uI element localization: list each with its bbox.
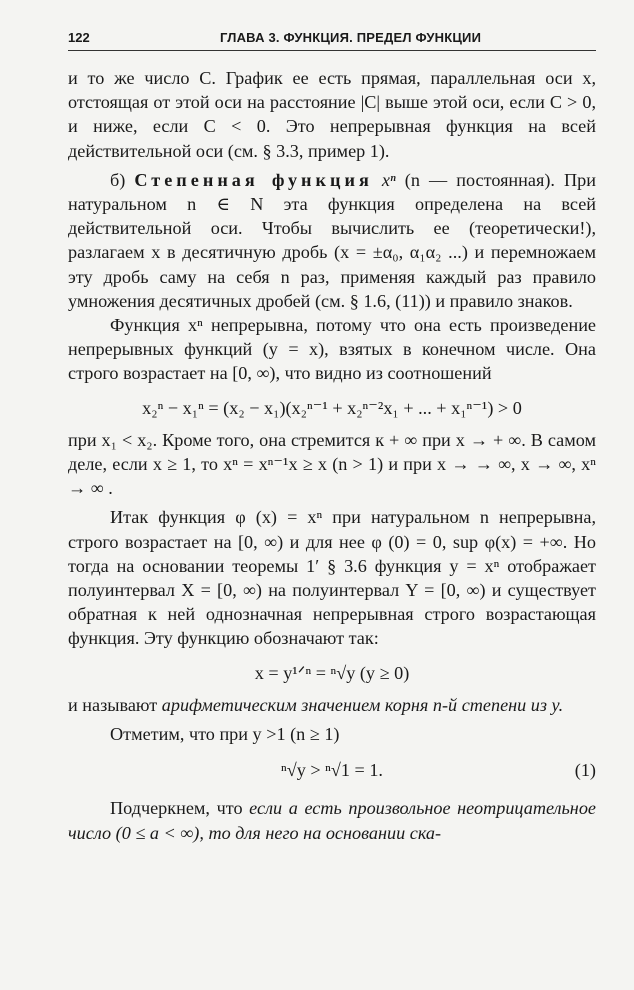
paragraph-1: и то же число C. График ее есть прямая, параллельная оси x, отстоящая от этой оси на расстояние |C| выше этой оси, если C > 0, и ниже, если C < 0. Это непрерывная функция на всей действительной оси (см. § 3.3, пример 1). <box>68 68 596 161</box>
running-header <box>68 28 596 50</box>
page-body <box>68 66 596 845</box>
formula-root-definition: x = y¹ᐟⁿ = ⁿ√y (y ≥ 0) <box>254 662 410 683</box>
power-function-text: При натуральном n ∈ N эта функция определена на всей действительной оси. Чтобы вычислить ее (теоретически!), разлагаем x в десятичную дробь (x = ±α₀, α₁α₂ ...) и перемножаем эту дробь саму на себя n раз, применяя каждый раз правило умножения десятичных дробей (см. § 1.6, (11)) и правило знаков. <box>68 169 596 311</box>
paragraph-final: Подчеркнем, что если a есть произвольное неотрицательное число (0 ≤ a < ∞), то для него на основании ска- <box>68 798 596 843</box>
formula-difference: x₂ⁿ − x₁ⁿ = (x₂ − x₁)(x₂ⁿ⁻¹ + x₂ⁿ⁻²x₁ + ... + x₁ⁿ⁻¹) > 0 <box>142 397 522 418</box>
paragraph-inverse: Итак функция φ (x) = xⁿ при натуральном n непрерывна, строго возрастает на [0, ∞) и для нее φ (0) = 0, sup φ(x) = +∞. Но тогда на основании теоремы 1′ § 3.6 функция y = xⁿ отображает полуинтервал X = [0, ∞) на полуинтервал Y = [0, ∞) и существует обратная к ней однозначная непрерывная строго возрастающая функция. Эту функцию обозначают так: <box>68 507 596 649</box>
paragraph-limit: при x₁ < x₂. Кроме того, она стремится к + ∞ при x → + ∞. В самом деле, если x ≥ 1, то xⁿ = xⁿ⁻¹x ≥ x (n > 1) и при x → → ∞, x → ∞, xⁿ → ∞ . <box>68 429 596 499</box>
power-function-note: (n — постоянная). <box>404 169 555 190</box>
paragraph-note: Отметим, что при y >1 (n ≥ 1) <box>110 724 340 745</box>
formula-root-inequality <box>68 758 596 782</box>
page-number: 122 <box>68 30 90 45</box>
italic-statement: если a есть произвольное неотрицательное число (0 ≤ a < ∞), то для него на основании ска- <box>68 798 596 843</box>
paragraph-power-function <box>68 168 596 313</box>
section-heading: Степенная функция <box>134 169 373 190</box>
chapter-title: ГЛАВА 3. ФУНКЦИЯ. ПРЕДЕЛ ФУНКЦИИ <box>220 30 482 45</box>
paragraph-continuity: Функция xⁿ непрерывна, потому что она есть произведение непрерывных функций (y = x), взятых в конечном числе. Она строго возрастает на [0, ∞), что видно из соотношений <box>68 315 596 384</box>
item-label: б) <box>110 169 126 190</box>
formula-text: ⁿ√y > ⁿ√1 = 1. <box>281 760 383 781</box>
paragraph-arithmetic-root: и называют арифметическим значением корня n-й степени из y. <box>68 694 564 715</box>
power-function-symbol: xⁿ <box>381 169 396 190</box>
italic-definition: арифметическим значением корня n-й степени из y. <box>161 694 564 715</box>
equation-number: (1) <box>574 760 596 781</box>
header-rule <box>68 50 596 51</box>
